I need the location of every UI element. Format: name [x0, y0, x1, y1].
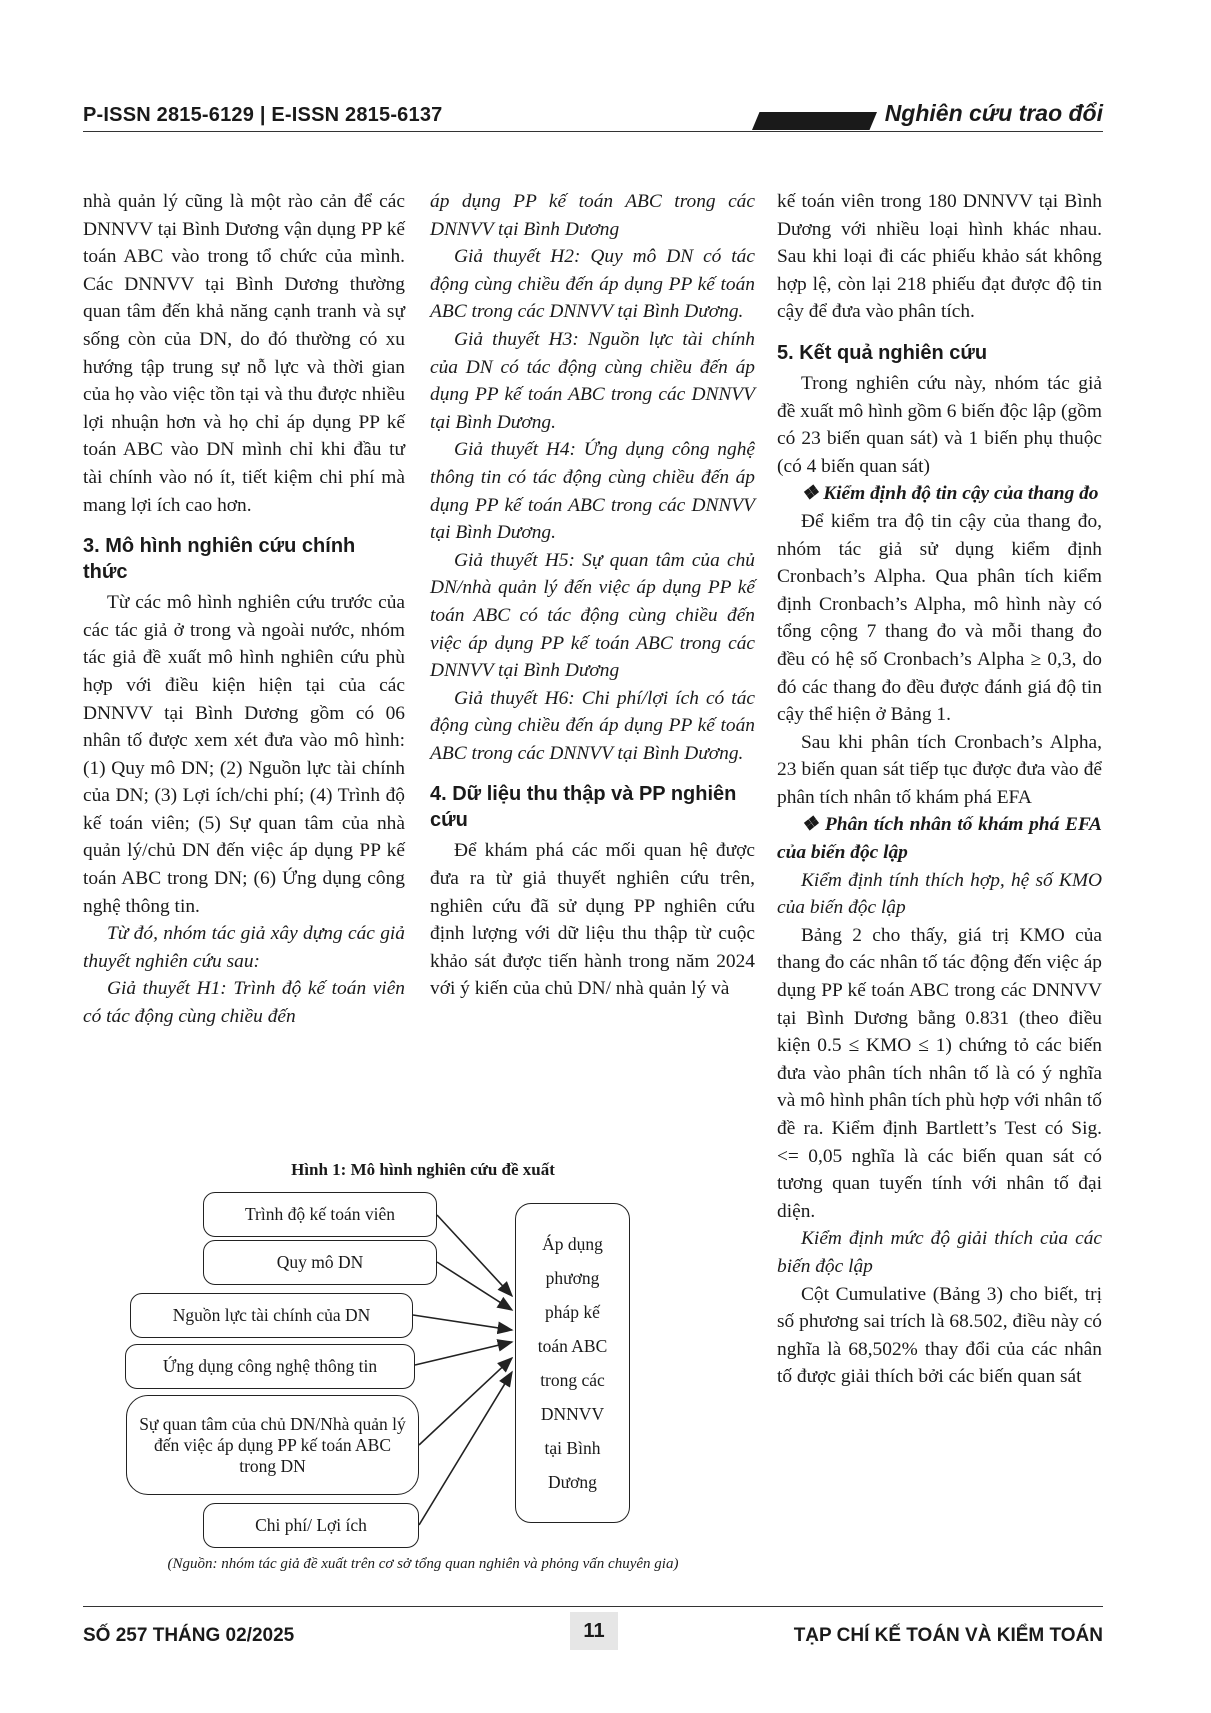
hypothesis-h3: Giả thuyết H3: Nguồn lực tài chính của DN có tác động cùng chiều đến áp dụng PP kế toán ABC trong các DNNVV tại Bình Dương. — [430, 328, 755, 433]
outcome-line: tại Bình — [544, 1438, 601, 1458]
arrow — [419, 1358, 512, 1445]
outcome-line: Dương — [548, 1472, 597, 1492]
factor-box: Chi phí/ Lợi ích — [203, 1503, 419, 1548]
outcome-box — [515, 1203, 630, 1523]
footer-divider — [83, 1606, 1103, 1607]
factor-box: Nguồn lực tài chính của DN — [130, 1293, 413, 1338]
factor-box: Sự quan tâm của chủ DN/Nhà quản lý đến việc áp dụng PP kế toán ABC trong DN — [126, 1395, 419, 1495]
outcome-line: phương — [545, 1268, 600, 1288]
paragraph: Để khám phá các mối quan hệ được đưa ra từ giả thuyết nghiên cứu trên, nghiên cứu đã sử dụng PP nghiên cứu định lượng với dữ liệu thu thập từ cuộc khảo sát được tiến hành trong năm 2024 với ý kiến của chủ DN/ nhà quản lý và — [430, 840, 755, 1000]
paragraph: Cột Cumulative (Bảng 3) cho biết, trị số phương sai trích là 68.502, điều này có nghĩa là 68,502% thay đổi của các nhân tố được giải thích bởi các biến quan sát — [777, 1283, 1102, 1388]
arrow — [415, 1342, 512, 1365]
outcome-line: Áp dụng — [542, 1234, 603, 1254]
issue-label: SỐ 257 THÁNG 02/2025 — [83, 1625, 295, 1646]
figure-title: Hình 1: Mô hình nghiên cứu đề xuất — [291, 1160, 555, 1179]
arrow — [419, 1372, 512, 1525]
paragraph: Để kiểm tra độ tin cậy của thang đo, nhóm tác giả sử dụng kiểm định Cronbach’s Alpha. Qua phân tích kiểm định Cronbach’s Alpha, mô hình này có tổng cộng 7 thang đo và mỗi thang đo đều có hệ số Cronbach’s Alpha ≥ 0,3, do đó các thang đo đều được đánh giá độ tin cậy thể hiện ở Bảng 1. — [777, 510, 1102, 726]
outcome-line: toán ABC — [537, 1336, 608, 1356]
factor-box: Trình độ kế toán viên — [203, 1192, 437, 1237]
outcome-line: pháp kế — [545, 1302, 600, 1322]
paragraph: kế toán viên trong 180 DNNVV tại Bình Dương với nhiều loại hình khác nhau. Sau khi loại đi các phiếu khảo sát không hợp lệ, còn lại 218 phiếu đạt được độ tin cậy để đưa vào phân tích. — [777, 191, 1102, 323]
journal-name: TẠP CHÍ KẾ TOÁN VÀ KIỂM TOÁN — [793, 1625, 1103, 1646]
hypothesis-h2: Giả thuyết H2: Quy mô DN có tác động cùng chiều đến áp dụng PP kế toán ABC trong các DNNVV tại Bình Dương. — [430, 246, 755, 323]
subheading-reliability: ❖ Kiểm định độ tin cậy của thang đo — [801, 483, 1099, 505]
outcome-line: trong các — [540, 1370, 605, 1390]
paragraph: Từ đó, nhóm tác giả xây dựng các giả thuyết nghiên cứu sau: — [83, 923, 405, 972]
paragraph: Sau khi phân tích Cronbach’s Alpha, 23 biến quan sát tiếp tục được đưa vào để phân tích nhân tố khám phá EFA — [777, 731, 1102, 808]
issn-header: P-ISSN 2815-6129 | E-ISSN 2815-6137 — [83, 104, 443, 126]
factor-box: Quy mô DN — [203, 1240, 437, 1285]
hypothesis-h4: Giả thuyết H4: Ứng dụng công nghệ thông tin có tác động cùng chiều đến áp dụng PP kế toán ABC trong các DNNVV tại Bình Dương. — [430, 439, 755, 544]
page-number: 11 — [570, 1612, 618, 1650]
arrow — [437, 1215, 512, 1296]
paragraph: nhà quản lý cũng là một rào cản để các DNNVV tại Bình Dương vận dụng PP kế toán ABC vào trong tổ chức của mình. Các DNNVV tại Bình Dương thường quan tâm đến khả năng cạnh tranh và sự sống còn của DN, do đó thường có xu hướng tập trung sự nỗ lực và thời gian của họ vào việc tồn tại và thu được nhiều lợi nhuận hơn và họ chỉ áp dụng PP kế toán ABC vào DN mình chỉ khi đầu tư tài chính vào nó ít, tiết kiệm chi phí mà mang lợi ích cao hơn. — [83, 191, 405, 516]
hypothesis-h6: Giả thuyết H6: Chi phí/lợi ích có tác động cùng chiều đến áp dụng PP kế toán ABC trong các DNNVV tại Bình Dương. — [430, 687, 755, 764]
arrow — [437, 1262, 512, 1310]
hypothesis-h1-cont: áp dụng PP kế toán ABC trong các DNNVV tại Bình Dương — [430, 191, 755, 240]
paragraph: Trong nghiên cứu này, nhóm tác giả đề xuất mô hình gồm 6 biến độc lập (gồm có 23 biến quan sát) và 1 biến phụ thuộc (có 4 biến quan sát) — [777, 372, 1102, 477]
section-title: Nghiên cứu trao đổi — [884, 100, 1103, 126]
paragraph: Từ các mô hình nghiên cứu trước của các tác giả ở trong và ngoài nước, nhóm tác giả đề xuất mô hình nghiên cứu phù hợp với điều kiện hiện tại của các DNNVV tại Bình Dương gồm có 06 nhân tố được xem xét đưa vào mô hình: (1) Quy mô DN; (2) Nguồn lực tài chính của DN; (3) Lợi ích/chi phí; (4) Trình độ kế toán viên; (5) Sự quan tâm của nhà quản lý/chủ DN đến việc áp dụng PP kế toán ABC trong DN; (6) Ứng dụng công nghệ thông tin. — [83, 592, 405, 917]
hypothesis-h1: Giả thuyết H1: Trình độ kế toán viên có tác động cùng chiều đến — [83, 978, 405, 1028]
section-heading-5: 5. Kết quả nghiên cứu — [777, 341, 988, 364]
section-heading-3: 3. Mô hình nghiên cứu chính thức — [83, 535, 356, 584]
factor-box: Ứng dụng công nghệ thông tin — [125, 1344, 415, 1389]
arrow — [413, 1315, 512, 1330]
section-heading-4: 4. Dữ liệu thu thập và PP nghiên cứu — [430, 783, 737, 832]
paragraph: Bảng 2 cho thấy, giá trị KMO của thang đo các nhân tố tác động đến việc áp dụng PP kế toán ABC trong các DNNVV tại Bình Dương bằng 0.831 (theo điều kiện 0.5 ≤ KMO ≤ 1) chứng tỏ các biến đưa vào phân tích nhân tố là có ý nghĩa và mô hình phân tích phù hợp với nhân tố đề ra. Kiểm định Bartlett’s Test có Sig. <= 0,05 nghĩa là các biến quan sát có tương quan tuyến tính với nhân tố đại diện. — [777, 924, 1102, 1222]
paragraph: Kiểm định tính thích hợp, hệ số KMO của biến độc lập — [777, 869, 1102, 919]
paragraph: Kiểm định mức độ giải thích của các biến độc lập — [777, 1228, 1102, 1277]
figure-source: (Nguồn: nhóm tác giả đề xuất trên cơ sở tổng quan nghiên và phỏng vấn chuyên gia) — [167, 1556, 679, 1572]
subheading-efa: ❖ Phân tích nhân tố khám phá EFA của biến độc lập — [777, 814, 1102, 864]
outcome-line: DNNVV — [540, 1404, 605, 1424]
hypothesis-h5: Giả thuyết H5: Sự quan tâm của chủ DN/nhà quản lý đến việc áp dụng PP kế toán ABC có tác động cùng chiều đến việc áp dụng PP kế toán ABC trong các DNNVV tại Bình Dương — [430, 549, 755, 682]
